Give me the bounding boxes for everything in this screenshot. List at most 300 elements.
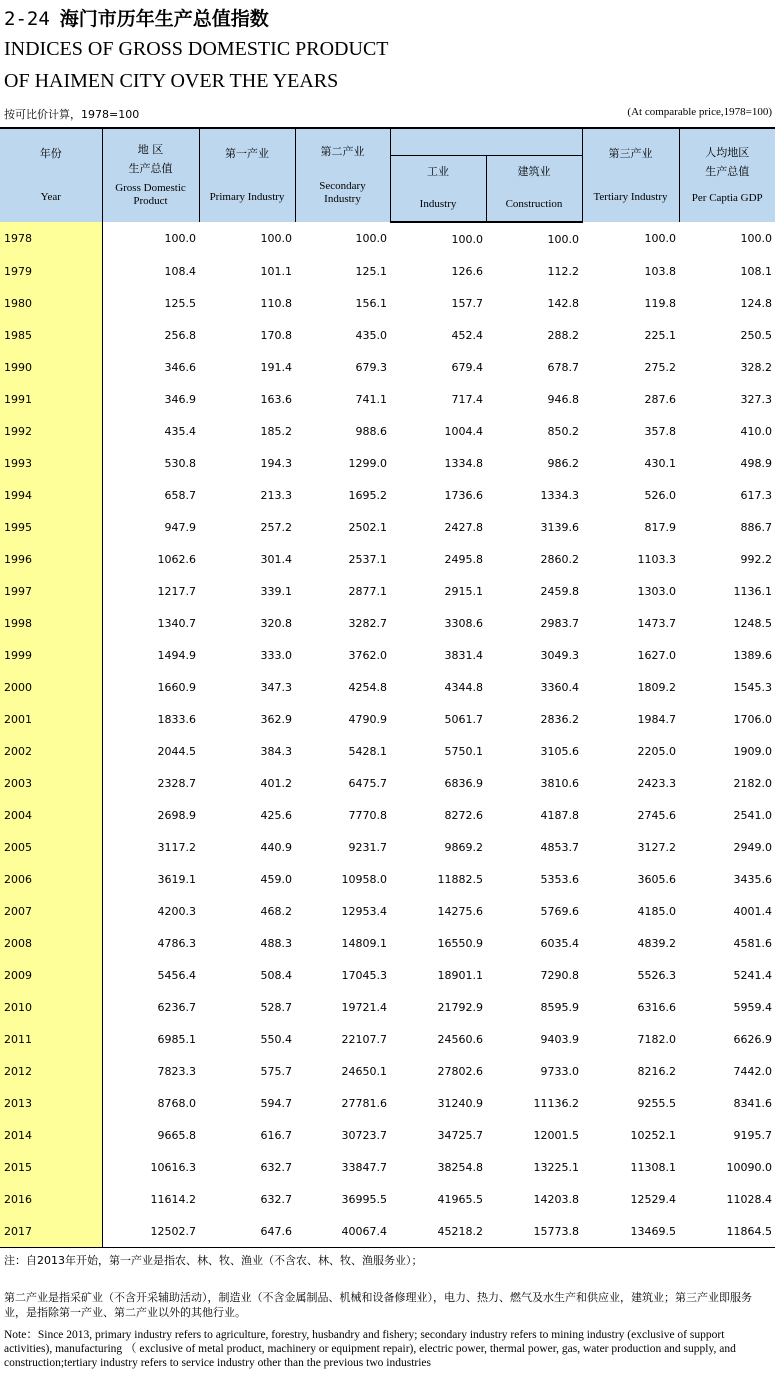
value-cell: 4790.9 [348, 712, 387, 726]
header-construction: 建筑业 Construction [486, 155, 582, 222]
value-cell: 1809.2 [637, 680, 676, 694]
value-cell: 191.4 [260, 360, 292, 374]
value-cell: 575.7 [260, 1064, 292, 1078]
value-cell: 7182.0 [637, 1032, 676, 1046]
value-cell: 163.6 [260, 392, 292, 406]
year-cell: 1985 [0, 319, 102, 351]
value-cell: 992.2 [740, 552, 772, 566]
value-cell: 452.4 [451, 328, 483, 342]
value-cell: 9665.8 [157, 1128, 196, 1142]
value-cell: 886.7 [740, 520, 772, 534]
value-cell: 658.7 [164, 488, 196, 502]
value-cell: 346.6 [164, 360, 196, 374]
year-cell: 1992 [0, 415, 102, 447]
value-cell: 526.0 [644, 488, 676, 502]
note-en: Note：Since 2013, primary industry refers to agriculture, forestry, husbandry and fishery; secondary industry refers to mining industry (exclusive of support activities), manufacturing （ exclusive of metal product, machinery or equipment repair), electric power, thermal power, gas, water production and supply, and construction;tertiary industry refers to service industry other than the previous two industries [4, 1329, 736, 1369]
value-cell: 11308.1 [630, 1160, 676, 1174]
value-cell: 12529.4 [630, 1192, 676, 1206]
value-cell: 7823.3 [157, 1064, 196, 1078]
year-cell: 1993 [0, 447, 102, 479]
year-cell: 1996 [0, 543, 102, 575]
value-cell: 986.2 [547, 456, 579, 470]
year-cell: 2017 [0, 1215, 102, 1248]
value-cell: 10252.1 [630, 1128, 676, 1142]
value-cell: 1389.6 [733, 648, 772, 662]
value-cell: 6626.9 [733, 1032, 772, 1046]
table-row [0, 703, 775, 735]
value-cell: 8768.0 [157, 1096, 196, 1110]
value-cell: 1299.0 [348, 456, 387, 470]
table-row [0, 735, 775, 767]
table-row [0, 222, 775, 255]
year-cell: 1980 [0, 287, 102, 319]
value-cell: 2537.1 [348, 552, 387, 566]
value-cell: 10616.3 [150, 1160, 196, 1174]
value-cell: 9195.7 [733, 1128, 772, 1142]
value-cell: 2836.2 [540, 712, 579, 726]
value-cell: 817.9 [644, 520, 676, 534]
table-row [0, 255, 775, 287]
value-cell: 17045.3 [341, 968, 387, 982]
value-cell: 287.6 [644, 392, 676, 406]
value-cell: 1494.9 [157, 648, 196, 662]
value-cell: 3282.7 [348, 616, 387, 630]
year-cell: 1995 [0, 511, 102, 543]
value-cell: 550.4 [260, 1032, 292, 1046]
header-primary: 第一产业 Primary Industry [199, 128, 295, 222]
value-cell: 30723.7 [341, 1128, 387, 1142]
value-cell: 142.8 [547, 296, 579, 310]
year-cell: 2016 [0, 1183, 102, 1215]
table-row [0, 927, 775, 959]
value-cell: 498.9 [740, 456, 772, 470]
value-cell: 10958.0 [341, 872, 387, 886]
value-cell: 4001.4 [733, 904, 772, 918]
value-cell: 38254.8 [437, 1160, 483, 1174]
value-cell: 14203.8 [533, 1192, 579, 1206]
value-cell: 616.7 [260, 1128, 292, 1142]
value-cell: 3605.6 [637, 872, 676, 886]
value-cell: 3360.4 [540, 680, 579, 694]
value-cell: 1217.7 [157, 584, 196, 598]
value-cell: 459.0 [260, 872, 292, 886]
header-per-capita-gdp: 人均地区 生产总值 Per Captia GDP [679, 128, 775, 222]
value-cell: 2915.1 [444, 584, 483, 598]
value-cell: 5353.6 [540, 872, 579, 886]
year-cell: 2000 [0, 671, 102, 703]
value-cell: 110.8 [260, 296, 292, 310]
unit-note-cn: 按可比价计算，1978=100 [4, 108, 140, 121]
value-cell: 9869.2 [444, 840, 483, 854]
value-cell: 632.7 [260, 1192, 292, 1206]
value-cell: 124.8 [740, 296, 772, 310]
value-cell: 5061.7 [444, 712, 483, 726]
value-cell: 1303.0 [637, 584, 676, 598]
year-cell: 2006 [0, 863, 102, 895]
value-cell: 2502.1 [348, 520, 387, 534]
value-cell: 125.1 [355, 264, 387, 278]
value-cell: 19721.4 [341, 1000, 387, 1014]
value-cell: 988.6 [355, 424, 387, 438]
value-cell: 6316.6 [637, 1000, 676, 1014]
table-row [0, 447, 775, 479]
value-cell: 6035.4 [540, 936, 579, 950]
value-cell: 1334.8 [444, 456, 483, 470]
value-cell: 1695.2 [348, 488, 387, 502]
value-cell: 126.6 [451, 264, 483, 278]
header-gdp: 地 区 生产总值 Gross Domestic Product [102, 128, 199, 222]
value-cell: 15773.8 [486, 1215, 582, 1248]
value-cell: 8216.2 [637, 1064, 676, 1078]
year-cell: 1991 [0, 383, 102, 415]
value-cell: 4853.7 [540, 840, 579, 854]
title-en-line2: OF HAIMEN CITY OVER THE YEARS [4, 70, 339, 92]
value-cell: 11882.5 [437, 872, 483, 886]
value-cell: 1660.9 [157, 680, 196, 694]
value-cell: 3127.2 [637, 840, 676, 854]
value-cell: 2877.1 [348, 584, 387, 598]
value-cell: 12953.4 [341, 904, 387, 918]
value-cell: 101.1 [260, 264, 292, 278]
value-cell: 679.3 [355, 360, 387, 374]
value-cell: 275.2 [644, 360, 676, 374]
value-cell: 7290.8 [540, 968, 579, 982]
value-cell: 100.0 [451, 232, 483, 246]
value-cell: 31240.9 [437, 1096, 483, 1110]
value-cell: 6836.9 [444, 776, 483, 790]
value-cell: 3435.6 [733, 872, 772, 886]
value-cell: 1909.0 [733, 744, 772, 758]
value-cell: 320.8 [260, 616, 292, 630]
value-cell: 401.2 [260, 776, 292, 790]
value-cell: 3831.4 [444, 648, 483, 662]
value-cell: 100.0 [355, 232, 387, 245]
table-row [0, 543, 775, 575]
year-cell: 2009 [0, 959, 102, 991]
value-cell: 425.6 [260, 808, 292, 822]
value-cell: 410.0 [740, 424, 772, 438]
year-cell: 2008 [0, 927, 102, 959]
value-cell: 156.1 [355, 296, 387, 310]
value-cell: 2983.7 [540, 616, 579, 630]
year-cell: 2004 [0, 799, 102, 831]
value-cell: 339.1 [260, 584, 292, 598]
value-cell: 185.2 [260, 424, 292, 438]
value-cell: 1062.6 [157, 552, 196, 566]
value-cell: 6475.7 [348, 776, 387, 790]
table-row [0, 831, 775, 863]
value-cell: 2328.7 [157, 776, 196, 790]
value-cell: 24560.6 [437, 1032, 483, 1046]
value-cell: 1248.5 [733, 616, 772, 630]
table-row [0, 351, 775, 383]
value-cell: 4185.0 [637, 904, 676, 918]
note-cn-line1: 注：自2013年开始，第一产业是指农、林、牧、渔业（不含农、林、牧、渔服务业）； [4, 1254, 423, 1267]
value-cell: 21792.9 [437, 1000, 483, 1014]
value-cell: 2541.0 [733, 808, 772, 822]
value-cell: 11614.2 [150, 1192, 196, 1206]
unit-note-en: (At comparable price,1978=100) [627, 106, 772, 118]
value-cell: 430.1 [644, 456, 676, 470]
note-cn-line2: 第二产业是指采矿业（不含开采辅助活动），制造业（不含金属制品、机械和设备修理业），电力、热力、燃气及水生产和供应业，建筑业；第三产业即服务业，是指除第一产业、第二产业以外的其他行业。 [4, 1291, 752, 1319]
value-cell: 14275.6 [437, 904, 483, 918]
value-cell: 1545.3 [733, 680, 772, 694]
year-cell: 1999 [0, 639, 102, 671]
value-cell: 347.3 [260, 680, 292, 694]
table-row [0, 1087, 775, 1119]
table-row [0, 895, 775, 927]
value-cell: 36995.5 [341, 1192, 387, 1206]
value-cell: 119.8 [644, 296, 676, 310]
value-cell: 3105.6 [540, 744, 579, 758]
table-row [0, 575, 775, 607]
value-cell: 632.7 [260, 1160, 292, 1174]
value-cell: 12001.5 [533, 1128, 579, 1142]
year-cell: 2002 [0, 735, 102, 767]
value-cell: 850.2 [547, 424, 579, 438]
value-cell: 11028.4 [726, 1192, 772, 1206]
value-cell: 288.2 [547, 328, 579, 342]
value-cell: 3810.6 [540, 776, 579, 790]
value-cell: 327.3 [740, 392, 772, 406]
value-cell: 4187.8 [540, 808, 579, 822]
value-cell: 257.2 [260, 520, 292, 534]
header-secondary-subgroup [390, 128, 582, 155]
table-number: 2-24 [4, 8, 50, 30]
value-cell: 5769.6 [540, 904, 579, 918]
value-cell: 7442.0 [733, 1064, 772, 1078]
table-row [0, 319, 775, 351]
value-cell: 2182.0 [733, 776, 772, 790]
value-cell: 530.8 [164, 456, 196, 470]
value-cell: 2423.3 [637, 776, 676, 790]
value-cell: 1334.3 [540, 488, 579, 502]
value-cell: 12502.7 [102, 1215, 199, 1248]
year-cell: 1979 [0, 255, 102, 287]
value-cell: 1984.7 [637, 712, 676, 726]
year-cell: 2001 [0, 703, 102, 735]
year-cell: 1978 [0, 222, 102, 255]
value-cell: 1473.7 [637, 616, 676, 630]
value-cell: 4786.3 [157, 936, 196, 950]
value-cell: 10090.0 [726, 1160, 772, 1174]
value-cell: 468.2 [260, 904, 292, 918]
year-cell: 2011 [0, 1023, 102, 1055]
value-cell: 9231.7 [348, 840, 387, 854]
value-cell: 346.9 [164, 392, 196, 406]
table-row [0, 607, 775, 639]
value-cell: 4200.3 [157, 904, 196, 918]
value-cell: 24650.1 [341, 1064, 387, 1078]
value-cell: 9403.9 [540, 1032, 579, 1046]
value-cell: 225.1 [644, 328, 676, 342]
year-cell: 1998 [0, 607, 102, 639]
year-cell: 2010 [0, 991, 102, 1023]
value-cell: 2860.2 [540, 552, 579, 566]
table-row [0, 1023, 775, 1055]
value-cell: 13469.5 [582, 1215, 679, 1248]
year-cell: 2003 [0, 767, 102, 799]
value-cell: 2495.8 [444, 552, 483, 566]
year-cell: 1990 [0, 351, 102, 383]
value-cell: 1706.0 [733, 712, 772, 726]
value-cell: 3762.0 [348, 648, 387, 662]
title-cn-text: 海门市历年生产总值指数 [59, 8, 269, 30]
value-cell: 27802.6 [437, 1064, 483, 1078]
value-cell: 112.2 [547, 264, 579, 278]
value-cell: 362.9 [260, 712, 292, 726]
gdp-index-table [0, 127, 775, 1248]
value-cell: 100.0 [740, 232, 772, 245]
value-cell: 488.3 [260, 936, 292, 950]
value-cell: 100.0 [644, 232, 676, 245]
value-cell: 11864.5 [679, 1215, 775, 1248]
value-cell: 2745.6 [637, 808, 676, 822]
value-cell: 5959.4 [733, 1000, 772, 1014]
value-cell: 34725.7 [437, 1128, 483, 1142]
value-cell: 100.0 [164, 232, 196, 245]
value-cell: 3139.6 [540, 520, 579, 534]
value-cell: 333.0 [260, 648, 292, 662]
table-body [0, 222, 775, 1248]
value-cell: 3308.6 [444, 616, 483, 630]
table-row [0, 1151, 775, 1183]
value-cell: 100.0 [547, 232, 579, 246]
value-cell: 194.3 [260, 456, 292, 470]
table-row [0, 383, 775, 415]
value-cell: 100.0 [260, 232, 292, 245]
year-cell: 2014 [0, 1119, 102, 1151]
value-cell: 435.4 [164, 424, 196, 438]
value-cell: 4839.2 [637, 936, 676, 950]
header-secondary: 第二产业 Secondary Industry [295, 128, 390, 222]
value-cell: 125.5 [164, 296, 196, 310]
value-cell: 947.9 [164, 520, 196, 534]
value-cell: 256.8 [164, 328, 196, 342]
year-cell: 1994 [0, 479, 102, 511]
value-cell: 2459.8 [540, 584, 579, 598]
value-cell: 41965.5 [437, 1192, 483, 1206]
table-row [0, 767, 775, 799]
value-cell: 678.7 [547, 360, 579, 374]
table-row [0, 479, 775, 511]
value-cell: 384.3 [260, 744, 292, 758]
table-row [0, 511, 775, 543]
value-cell: 9255.5 [637, 1096, 676, 1110]
value-cell: 5750.1 [444, 744, 483, 758]
value-cell: 440.9 [260, 840, 292, 854]
value-cell: 3117.2 [157, 840, 196, 854]
value-cell: 40067.4 [295, 1215, 390, 1248]
year-cell: 2005 [0, 831, 102, 863]
value-cell: 8272.6 [444, 808, 483, 822]
table-row [0, 1215, 775, 1248]
value-cell: 5526.3 [637, 968, 676, 982]
value-cell: 108.1 [740, 264, 772, 278]
table-row [0, 415, 775, 447]
value-cell: 33847.7 [341, 1160, 387, 1174]
table-row [0, 287, 775, 319]
value-cell: 4581.6 [733, 936, 772, 950]
value-cell: 1833.6 [157, 712, 196, 726]
year-cell: 2007 [0, 895, 102, 927]
value-cell: 435.0 [355, 328, 387, 342]
value-cell: 528.7 [260, 1000, 292, 1014]
value-cell: 301.4 [260, 552, 292, 566]
table-row [0, 959, 775, 991]
value-cell: 213.3 [260, 488, 292, 502]
value-cell: 157.7 [451, 296, 483, 310]
value-cell: 2044.5 [157, 744, 196, 758]
value-cell: 946.8 [547, 392, 579, 406]
value-cell: 2949.0 [733, 840, 772, 854]
value-cell: 103.8 [644, 264, 676, 278]
value-cell: 6985.1 [157, 1032, 196, 1046]
value-cell: 6236.7 [157, 1000, 196, 1014]
value-cell: 1103.3 [637, 552, 676, 566]
year-cell: 2013 [0, 1087, 102, 1119]
value-cell: 7770.8 [348, 808, 387, 822]
value-cell: 1004.4 [444, 424, 483, 438]
value-cell: 5241.4 [733, 968, 772, 982]
value-cell: 2698.9 [157, 808, 196, 822]
value-cell: 14809.1 [341, 936, 387, 950]
value-cell: 108.4 [164, 264, 196, 278]
header-tertiary: 第三产业 Tertiary Industry [582, 128, 679, 222]
table-title-cn [4, 4, 269, 31]
value-cell: 1340.7 [157, 616, 196, 630]
value-cell: 2205.0 [637, 744, 676, 758]
value-cell: 27781.6 [341, 1096, 387, 1110]
value-cell: 8595.9 [540, 1000, 579, 1014]
value-cell: 9733.0 [540, 1064, 579, 1078]
value-cell: 647.6 [199, 1215, 295, 1248]
table-row [0, 639, 775, 671]
title-en-line1: INDICES OF GROSS DOMESTIC PRODUCT [4, 38, 389, 60]
table-row [0, 1055, 775, 1087]
value-cell: 741.1 [355, 392, 387, 406]
value-cell: 679.4 [451, 360, 483, 374]
header-industry: 工业 Industry [390, 155, 486, 222]
value-cell: 4344.8 [444, 680, 483, 694]
year-cell: 1997 [0, 575, 102, 607]
value-cell: 717.4 [451, 392, 483, 406]
value-cell: 22107.7 [341, 1032, 387, 1046]
header-year: 年份 Year [0, 128, 102, 222]
value-cell: 357.8 [644, 424, 676, 438]
year-cell: 2015 [0, 1151, 102, 1183]
value-cell: 3619.1 [157, 872, 196, 886]
value-cell: 13225.1 [533, 1160, 579, 1174]
value-cell: 1136.1 [733, 584, 772, 598]
table-row [0, 863, 775, 895]
value-cell: 1736.6 [444, 488, 483, 502]
value-cell: 594.7 [260, 1096, 292, 1110]
table-row [0, 991, 775, 1023]
table-row [0, 1183, 775, 1215]
value-cell: 16550.9 [437, 936, 483, 950]
value-cell: 11136.2 [533, 1096, 579, 1110]
table-row [0, 671, 775, 703]
value-cell: 1627.0 [637, 648, 676, 662]
value-cell: 617.3 [740, 488, 772, 502]
value-cell: 5428.1 [348, 744, 387, 758]
value-cell: 18901.1 [437, 968, 483, 982]
value-cell: 170.8 [260, 328, 292, 342]
value-cell: 3049.3 [540, 648, 579, 662]
value-cell: 5456.4 [157, 968, 196, 982]
value-cell: 328.2 [740, 360, 772, 374]
